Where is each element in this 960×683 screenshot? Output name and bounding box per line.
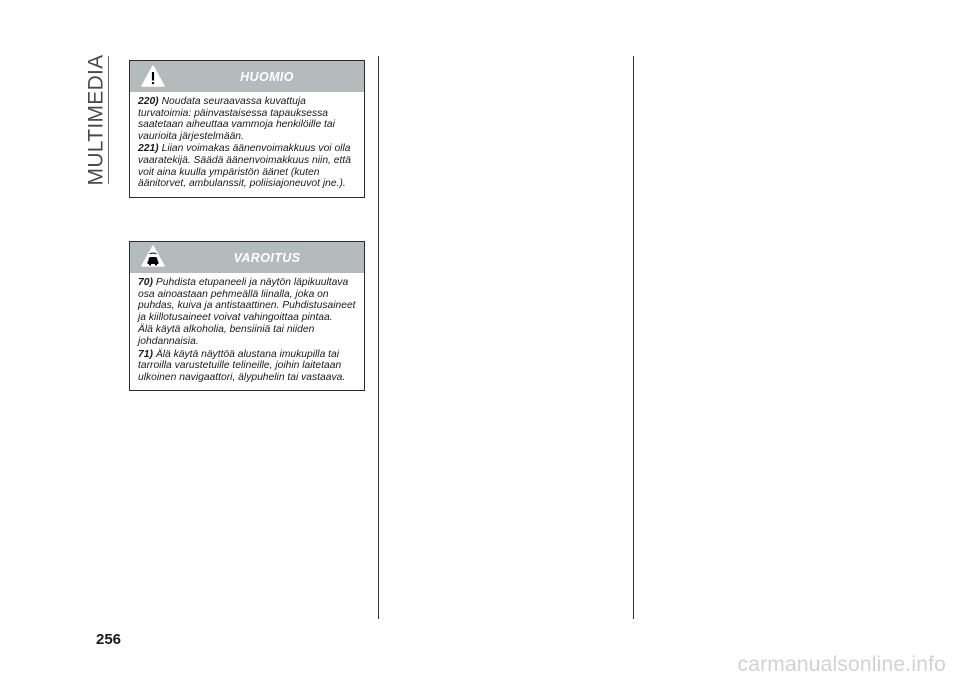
warning-item <box>138 324 356 347</box>
warning-item-text: Älä käytä näyttöä alustana imukupilla tai tarroilla varustetuille telineille, joihin laitetaan ulkoinen navigaattori, älypuhelin tai vastaava. <box>138 348 346 383</box>
notice-header-title: HUOMIO <box>240 69 294 84</box>
warning-body <box>130 273 364 390</box>
car-service-icon <box>140 244 166 270</box>
notice-header <box>130 61 364 92</box>
notice-item <box>138 143 356 189</box>
section-title-text: MULTIMEDIA <box>84 54 108 186</box>
warning-item <box>138 277 356 323</box>
warning-item-text: Puhdista etupaneeli ja näytön läpikuultava osa ainoastaan pehmeällä liinalla, joka on puhdas, kuiva ja antistaattinen. Puhdistusaineet ja kiillotusaineet voivat vahingoittaa pintaa. <box>138 277 356 323</box>
warning-triangle-icon <box>140 63 166 89</box>
notice-item-number: 220) <box>138 96 159 107</box>
notice-body <box>130 92 364 197</box>
side-title-rule <box>108 56 109 184</box>
page-number: 256 <box>96 631 122 648</box>
column-divider-left <box>378 56 379 619</box>
notice-item-text: Liian voimakas äänenvoimakkuus voi olla vaaratekijä. Säädä äänenvoimakkuus niin, että voit aina kuulla ympäristön äänet (kuten äänitorvet, ambulanssit, poliisiajoneuvot jne.). <box>138 143 351 190</box>
watermark: carmanualsonline.info <box>737 653 946 676</box>
warning-item-number: 70) <box>138 277 153 288</box>
notice-item-text: Noudata seuraavassa kuvattuja turvatoimia: päinvastaisessa tapauksessa saatetaan aiheuttaa vammoja henkilöille tai vaurioita järjestelmään. <box>138 96 335 142</box>
notice-item <box>138 96 356 142</box>
notice-box <box>129 60 365 198</box>
column-divider-right <box>633 56 634 619</box>
warning-box <box>129 241 365 391</box>
warning-item <box>138 349 356 384</box>
warning-item-text: Älä käytä alkoholia, bensiiniä tai niiden johdannaisia. <box>138 324 315 347</box>
section-side-title <box>84 56 108 184</box>
warning-header-title: VAROITUS <box>233 250 301 265</box>
warning-header <box>130 242 364 273</box>
notice-item-number: 221) <box>138 143 159 155</box>
warning-item-number: 71) <box>138 348 153 360</box>
